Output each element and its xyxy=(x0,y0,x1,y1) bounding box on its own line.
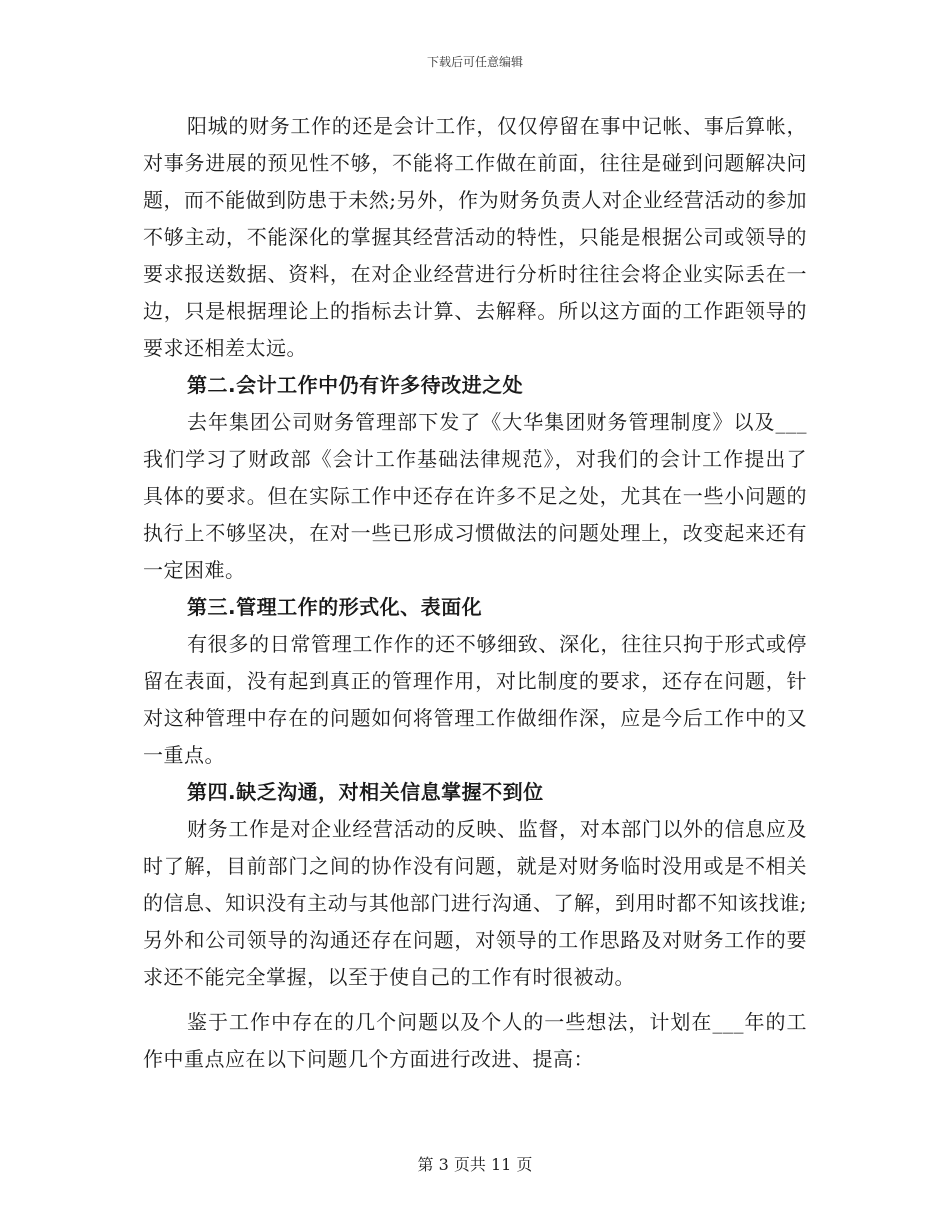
section-heading-2: 第二.会计工作中仍有许多待改进之处 xyxy=(187,373,524,397)
paragraph-plan-intro: 鉴于工作中存在的几个问题以及个人的一些想法，计划在___年的工作中重点应在以下问题几个方面进行改进、提高： xyxy=(143,1010,807,1071)
document-body xyxy=(143,108,807,1078)
paragraph-communication: 财务工作是对企业经营活动的反映、监督，对本部门以外的信息应及时了解，目前部门之间的协作没有问题，就是对财务临时没用或是不相关的信息、知识没有主动与其他部门进行沟通、了解，到用时都不知该找谁;另外和公司领导的沟通还存在问题，对领导的工作思路及对财务工作的要求还不能完全掌握，以至于使自己的工作有时很被动。 xyxy=(143,817,807,989)
paragraph-accounting-improvement: 去年集团公司财务管理部下发了《大华集团财务管理制度》以及___我们学习了财政部《会计工作基础法律规范》，对我们的会计工作提出了具体的要求。但在实际工作中还存在许多不足之处，尤其在一些小问题的执行上不够坚决，在对一些已形成习惯做法的问题处理上，改变起来还有一定困难。 xyxy=(143,410,807,582)
section-heading-4: 第四.缺乏沟通，对相关信息掌握不到位 xyxy=(187,780,544,804)
paragraph-accounting-work: 阳城的财务工作的还是会计工作，仅仅停留在事中记帐、事后算帐，对事务进展的预见性不够，不能将工作做在前面，往往是碰到问题解决问题，而不能做到防患于未然;另外，作为财务负责人对企业经营活动的参加不够主动，不能深化的掌握其经营活动的特性，只能是根据公司或领导的要求报送数据、资料，在对企业经营进行分析时往往会将企业实际丢在一边，只是根据理论上的指标去计算、去解释。所以这方面的工作距领导的要求还相差太远。 xyxy=(143,114,807,360)
page-header: 下载后可任意编辑 xyxy=(426,55,523,69)
page-number: 第 3 页共 11 页 xyxy=(417,1155,533,1174)
paragraph-gap xyxy=(143,996,807,1004)
section-heading-3: 第三.管理工作的形式化、表面化 xyxy=(187,595,483,619)
paragraph-management-formalism: 有很多的日常管理工作作的还不够细致、深化，往往只拘于形式或停留在表面，没有起到真正的管理作用，对比制度的要求，还存在问题，针对这种管理中存在的问题如何将管理工作做细作深，应是今后工作中的又一重点。 xyxy=(143,632,807,767)
